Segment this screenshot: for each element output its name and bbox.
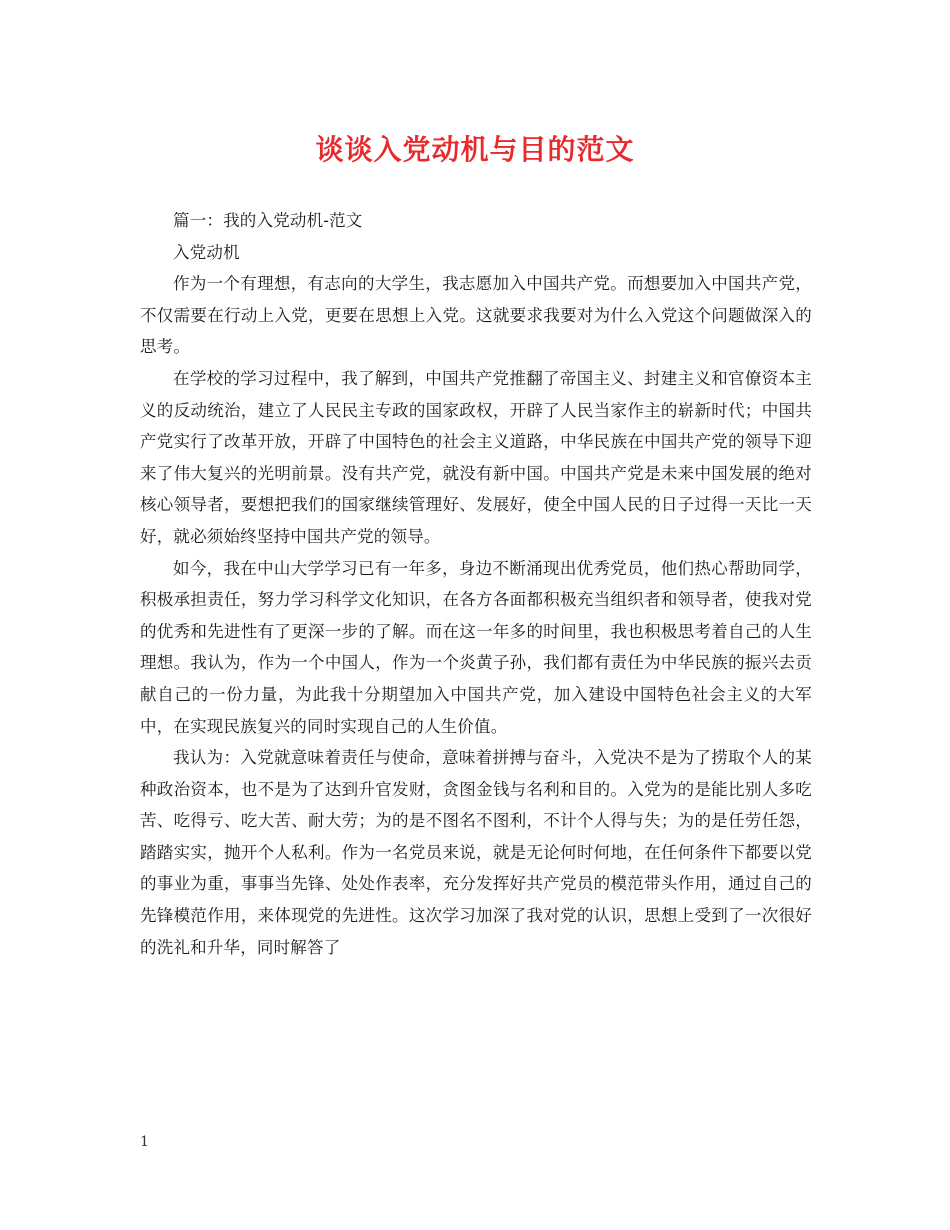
document-title: 谈谈入党动机与目的范文 — [315, 133, 635, 166]
document-body — [140, 205, 812, 963]
body-paragraph: 如今，我在中山大学学习已有一年多，身边不断涌现出优秀党员，他们热心帮助同学，积极承担责任，努力学习科学文化知识，在各方各面都积极充当组织者和领导者，使我对党的优秀和先进性有了更深一步的了解。而在这一年多的时间里，我也积极思考着自己的人生理想。我认为，作为一个中国人，作为一个炎黄子孙，我们都有责任为中华民族的振兴去贡献自己的一份力量，为此我十分期望加入中国共产党，加入建设中国特色社会主义的大军中，在实现民族复兴的同时实现自己的人生价值。 — [140, 558, 812, 736]
subsection-heading: 入党动机 — [173, 242, 240, 262]
page-number: 1 — [140, 1134, 149, 1150]
body-paragraph: 作为一个有理想，有志向的大学生，我志愿加入中国共产党。而想要加入中国共产党，不仅需要在行动上入党，更要在思想上入党。这就要求我要对为什么入党这个问题做深入的思考。 — [140, 274, 812, 357]
body-paragraph: 我认为：入党就意味着责任与使命，意味着拼搏与奋斗，入党决不是为了捞取个人的某种政治资本，也不是为了达到升官发财，贪图金钱与名利和目的。入党为的是能比别人多吃苦、吃得亏、吃大苦、耐大劳；为的是不图名不图利，不计个人得与失；为的是任劳任怨，踏踏实实，抛开个人私利。作为一名党员来说，就是无论何时何地，在任何条件下都要以党的事业为重，事事当先锋、处处作表率，充分发挥好共产党员的模范带头作用，通过自己的先锋模范作用，来体现党的先进性。这次学习加深了我对党的认识，思想上受到了一次很好的洗礼和升华，同时解答了 — [140, 748, 812, 957]
body-paragraph: 在学校的学习过程中，我了解到，中国共产党推翻了帝国主义、封建主义和官僚资本主义的反动统治，建立了人民民主专政的国家政权，开辟了人民当家作主的崭新时代；中国共产党实行了改革开放，开辟了中国特色的社会主义道路，中华民族在中国共产党的领导下迎来了伟大复兴的光明前景。没有共产党，就没有新中国。中国共产党是未来中国发展的绝对核心领导者，要想把我们的国家继续管理好、发展好，使全中国人民的日子过得一天比一天好，就必须始终坚持中国共产党的领导。 — [140, 368, 812, 546]
section-heading: 篇一：我的入党动机-范文 — [173, 211, 363, 230]
